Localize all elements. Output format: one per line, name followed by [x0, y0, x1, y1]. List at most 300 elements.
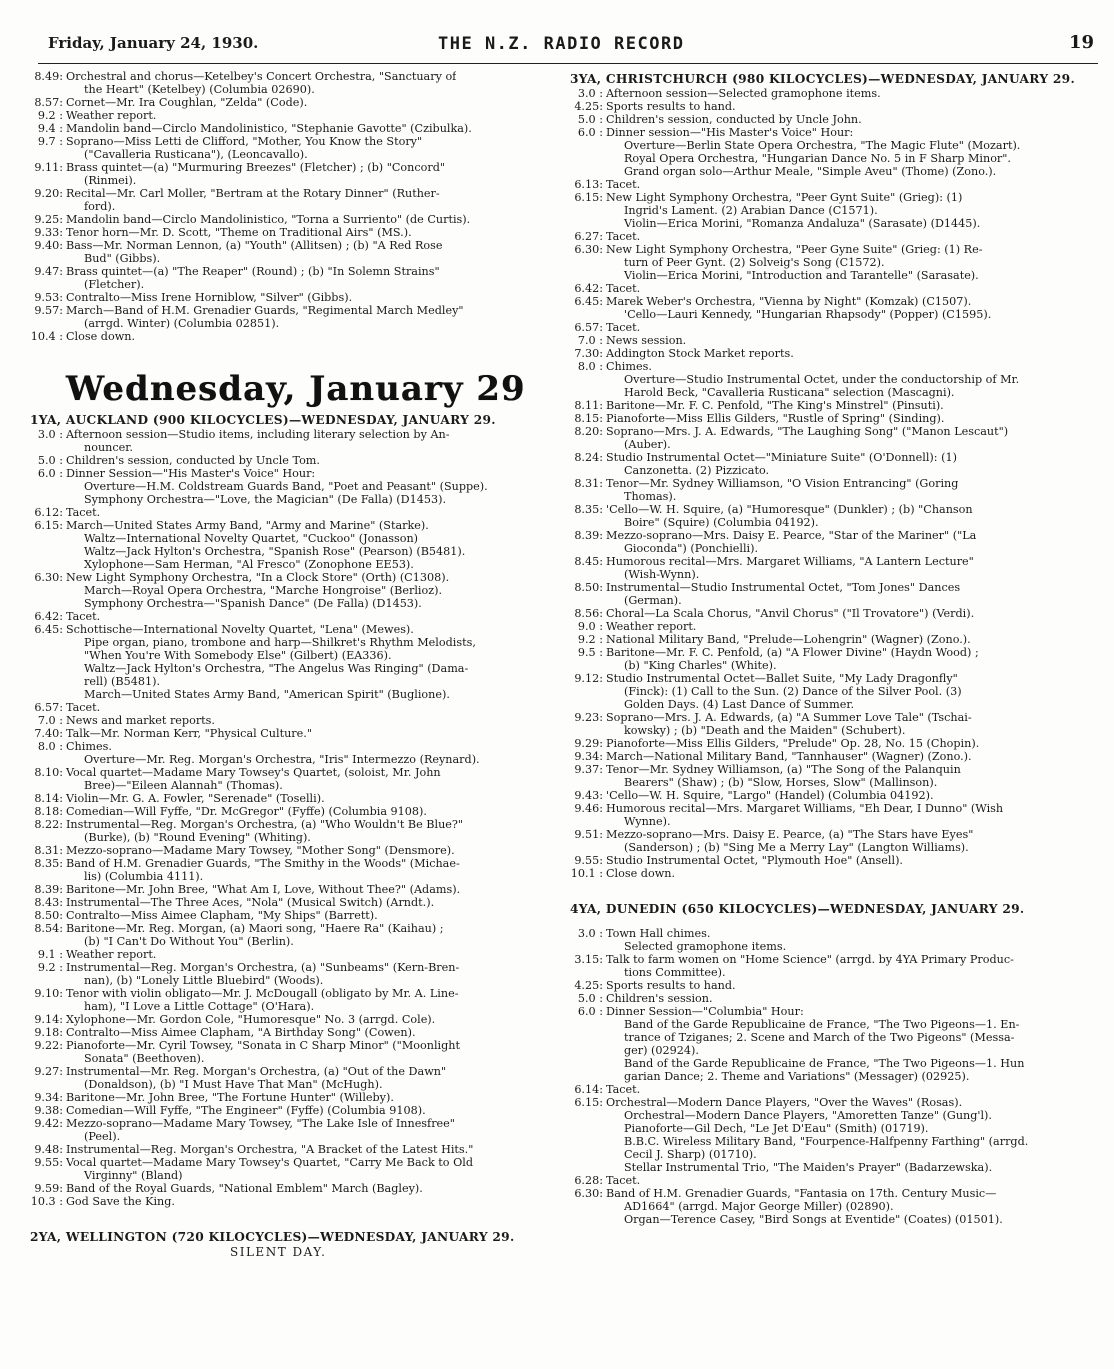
- program-entry: [570, 451, 1088, 464]
- entry-time: 6.45:: [574, 295, 603, 308]
- entry-text: Soprano—Miss Letti de Clifford, "Mother, You Know the Story": [66, 135, 423, 148]
- entry-time: 9.42:: [34, 1117, 63, 1130]
- entry-text: New Light Symphony Orchestra, "Peer Gynt Suite" (Grieg): (1): [606, 191, 963, 204]
- entry-text: Selected gramophone items.: [624, 940, 787, 953]
- entry-text: Xylophone—Mr. Gordon Cole, "Humoresque" No. 3 (arrgd. Cole).: [66, 1013, 436, 1026]
- entry-text: garian Dance; 2. Theme and Variations" (Messager) (02925).: [624, 1070, 970, 1083]
- entry-time: [30, 974, 66, 987]
- program-continuation: [30, 662, 550, 675]
- entry-time: [30, 317, 66, 330]
- entry-time: [570, 269, 606, 282]
- entry-time: [570, 516, 606, 529]
- entry-time: [30, 480, 66, 493]
- entry-text: Band of H.M. Grenadier Guards, "The Smithy in the Woods" (Michae-: [66, 857, 460, 870]
- entry-text: Tacet.: [66, 610, 101, 623]
- entry-time: 3.0 :: [37, 428, 63, 441]
- entry-text: rell) (B5481).: [84, 675, 161, 688]
- program-entry: [570, 828, 1088, 841]
- entry-time: [570, 659, 606, 672]
- program-entry: [30, 161, 550, 174]
- program-continuation: [30, 174, 550, 187]
- entry-time: [30, 753, 66, 766]
- entry-text: Boire" (Squire) (Columbia 04192).: [624, 516, 819, 529]
- program-continuation: [30, 753, 550, 766]
- entry-time: [30, 1130, 66, 1143]
- entry-text: Mezzo-soprano—Mrs. Daisy E. Pearce, "Star of the Mariner" ("La: [606, 529, 977, 542]
- entry-time: [30, 597, 66, 610]
- program-continuation: [570, 841, 1088, 854]
- entry-text: (arrgd. Winter) (Columbia 02851).: [84, 317, 280, 330]
- program-entry: [570, 477, 1088, 490]
- entry-text: Gioconda") (Ponchielli).: [624, 542, 759, 555]
- entry-time: [570, 685, 606, 698]
- entry-time: 3.15:: [574, 953, 603, 966]
- program-continuation: [570, 568, 1088, 581]
- program-entry: [30, 1065, 550, 1078]
- entry-time: 9.29:: [574, 737, 603, 750]
- entry-text: Dinner Session—"His Master's Voice" Hour:: [66, 467, 316, 480]
- program-entry: [570, 230, 1088, 243]
- entry-time: [570, 438, 606, 451]
- entry-text: Tenor with violin obligato—Mr. J. McDougall (obligato by Mr. A. Line-: [66, 987, 459, 1000]
- entry-time: [30, 278, 66, 291]
- entry-text: Children's session.: [606, 992, 713, 1005]
- program-entry: [570, 1174, 1088, 1187]
- program-continuation: [570, 152, 1088, 165]
- program-continuation: [570, 1148, 1088, 1161]
- entry-text: Orchestral and chorus—Ketelbey's Concert Orchestra, "Sanctuary of: [66, 70, 457, 83]
- entry-text: March—Band of H.M. Grenadier Guards, "Regimental March Medley": [66, 304, 464, 317]
- station-heading: 2YA, WELLINGTON (720 KILOCYCLES)—WEDNESDAY, JANUARY 29.: [30, 1230, 515, 1244]
- station-heading: 1YA, AUCKLAND (900 KILOCYCLES)—WEDNESDAY, JANUARY 29.: [30, 413, 496, 427]
- entry-text: Grand organ solo—Arthur Meale, "Simple Aveu" (Thome) (Zono.).: [624, 165, 997, 178]
- program-entry: [30, 948, 550, 961]
- program-entry: [570, 1083, 1088, 1096]
- program-continuation: [30, 278, 550, 291]
- entry-time: 8.31:: [34, 844, 63, 857]
- entry-time: 9.5 :: [577, 646, 603, 659]
- entry-time: [570, 1135, 606, 1148]
- program-entry: [570, 581, 1088, 594]
- program-entry: [570, 633, 1088, 646]
- program-continuation: [30, 636, 550, 649]
- program-continuation: [30, 441, 550, 454]
- program-continuation: [570, 217, 1088, 230]
- program-continuation: [570, 1122, 1088, 1135]
- program-entry: [30, 805, 550, 818]
- entry-time: 8.0 :: [37, 740, 63, 753]
- entry-time: [570, 940, 606, 953]
- program-continuation: [30, 200, 550, 213]
- program-continuation: [570, 1161, 1088, 1174]
- entry-text: Comedian—Will Fyffe, "Dr. McGregor" (Fyffe) (Columbia 9108).: [66, 805, 427, 818]
- entry-time: 6.30:: [34, 571, 63, 584]
- entry-text: Bearers" (Shaw) ; (b) "Slow, Horses, Slow" (Mallinson).: [624, 776, 938, 789]
- entry-time: 8.14:: [34, 792, 63, 805]
- entry-text: Brass quintet—(a) "Murmuring Breezes" (Fletcher) ; (b) "Concord": [66, 161, 446, 174]
- program-entry: [570, 100, 1088, 113]
- program-entry: [30, 96, 550, 109]
- entry-time: 6.0 :: [577, 126, 603, 139]
- entry-time: 9.40:: [34, 239, 63, 252]
- entry-text: Afternoon session—Selected gramophone items.: [606, 87, 881, 100]
- entry-text: (Rinmei).: [84, 174, 137, 187]
- entry-text: Instrumental—Mr. Reg. Morgan's Orchestra, (a) "Out of the Dawn": [66, 1065, 447, 1078]
- entry-text: the Heart" (Ketelbey) (Columbia 02690).: [84, 83, 315, 96]
- program-entry: [570, 178, 1088, 191]
- entry-time: [570, 776, 606, 789]
- program-entry: [30, 571, 550, 584]
- program-entry: [570, 282, 1088, 295]
- entry-text: Band of the Garde Republicaine de France, "The Two Pigeons—1. En-: [624, 1018, 1020, 1031]
- program-entry: [570, 191, 1088, 204]
- entry-time: 6.30:: [574, 243, 603, 256]
- entry-time: 9.27:: [34, 1065, 63, 1078]
- program-continuation: [30, 252, 550, 265]
- entry-text: Band of H.M. Grenadier Guards, "Fantasia on 17th. Century Music—: [606, 1187, 997, 1200]
- entry-time: 9.2 :: [37, 109, 63, 122]
- program-entry: [30, 1156, 550, 1169]
- entry-text: Humorous recital—Mrs. Margaret Williams, "Eh Dear, I Dunno" (Wish: [606, 802, 1004, 815]
- entry-text: News and market reports.: [66, 714, 215, 727]
- program-continuation: [570, 659, 1088, 672]
- entry-text: kowsky) ; (b) "Death and the Maiden" (Schubert).: [624, 724, 906, 737]
- entry-text: Instrumental—Reg. Morgan's Orchestra, (a) "Sunbeams" (Kern-Bren-: [66, 961, 460, 974]
- entry-text: Brass quintet—(a) "The Reaper" (Round) ; (b) "In Solemn Strains": [66, 265, 440, 278]
- entry-time: 8.49:: [34, 70, 63, 83]
- entry-text: March—Royal Opera Orchestra, "Marche Hongroise" (Berlioz).: [84, 584, 443, 597]
- program-continuation: [570, 308, 1088, 321]
- entry-time: [570, 490, 606, 503]
- entry-text: Instrumental—The Three Aces, "Nola" (Musical Switch) (Arndt.).: [66, 896, 435, 909]
- program-entry: [570, 607, 1088, 620]
- program-continuation: [570, 204, 1088, 217]
- entry-time: 8.57:: [34, 96, 63, 109]
- program-continuation: [30, 148, 550, 161]
- entry-text: Bud" (Gibbs).: [84, 252, 161, 265]
- program-continuation: [570, 724, 1088, 737]
- program-entry: [30, 714, 550, 727]
- program-entry: [30, 844, 550, 857]
- entry-time: [570, 1200, 606, 1213]
- entry-text: Children's session, conducted by Uncle John.: [606, 113, 862, 126]
- entry-time: 9.48:: [34, 1143, 63, 1156]
- program-entry: [570, 334, 1088, 347]
- program-entry: [570, 87, 1088, 100]
- program-continuation: [570, 698, 1088, 711]
- entry-text: New Light Symphony Orchestra, "Peer Gyne Suite" (Grieg: (1) Re-: [606, 243, 983, 256]
- entry-text: Dinner session—"His Master's Voice" Hour:: [606, 126, 854, 139]
- entry-time: 7.30:: [574, 347, 603, 360]
- program-continuation: [570, 490, 1088, 503]
- entry-time: 9.23:: [574, 711, 603, 724]
- entry-text: (German).: [624, 594, 682, 607]
- program-entry: [570, 979, 1088, 992]
- entry-time: 9.34:: [574, 750, 603, 763]
- program-entry: [30, 265, 550, 278]
- program-entry: [30, 818, 550, 831]
- entry-time: [30, 636, 66, 649]
- entry-time: [30, 831, 66, 844]
- entry-time: 6.15:: [574, 191, 603, 204]
- entry-text: 'Cello—W. H. Squire, (a) "Humoresque" (Dunkler) ; (b) "Chanson: [606, 503, 973, 516]
- entry-time: [30, 558, 66, 571]
- entry-time: 8.0 :: [577, 360, 603, 373]
- program-entry: [570, 953, 1088, 966]
- entry-text: nouncer.: [84, 441, 133, 454]
- entry-text: Tacet.: [606, 1083, 641, 1096]
- entry-text: Baritone—Mr. John Bree, "What Am I, Love, Without Thee?" (Adams).: [66, 883, 461, 896]
- entry-text: Town Hall chimes.: [606, 927, 711, 940]
- entry-time: [570, 1109, 606, 1122]
- program-continuation: [30, 317, 550, 330]
- station-heading: 3YA, CHRISTCHURCH (980 KILOCYCLES)—WEDNESDAY, JANUARY 29.: [570, 72, 1075, 86]
- entry-time: 9.20:: [34, 187, 63, 200]
- program-entry: [570, 113, 1088, 126]
- entry-text: Bass—Mr. Norman Lennon, (a) "Youth" (Allitsen) ; (b) "A Red Rose: [66, 239, 443, 252]
- program-entry: [570, 425, 1088, 438]
- entry-text: Tacet.: [606, 178, 641, 191]
- entry-text: Studio Instrumental Octet, "Plymouth Hoe" (Ansell).: [606, 854, 903, 867]
- program-continuation: [570, 165, 1088, 178]
- spacer: [30, 343, 550, 363]
- entry-time: 8.20:: [574, 425, 603, 438]
- program-continuation: [570, 1109, 1088, 1122]
- program-continuation: [30, 545, 550, 558]
- entry-time: 9.38:: [34, 1104, 63, 1117]
- program-entry: [570, 1187, 1088, 1200]
- entry-time: [30, 174, 66, 187]
- entry-time: [570, 841, 606, 854]
- entry-text: Baritone—Mr. John Bree, "The Fortune Hunter" (Willeby).: [66, 1091, 394, 1104]
- program-entry: [570, 321, 1088, 334]
- entry-text: Instrumental—Studio Instrumental Octet, "Tom Jones" Dances: [606, 581, 961, 594]
- entry-text: Symphony Orchestra—"Spanish Dance" (De Falla) (D1453).: [84, 597, 422, 610]
- entry-text: Sports results to hand.: [606, 979, 736, 992]
- entry-text: Waltz—Jack Hylton's Orchestra, "The Angelus Was Ringing" (Dama-: [84, 662, 469, 675]
- program-entry: [30, 187, 550, 200]
- entry-text: Sports results to hand.: [606, 100, 736, 113]
- entry-text: Close down.: [66, 330, 136, 343]
- entry-text: Mezzo-soprano—Madame Mary Towsey, "Mother Song" (Densmore).: [66, 844, 455, 857]
- program-continuation: [570, 542, 1088, 555]
- entry-text: ("Cavalleria Rusticana"), (Leoncavallo).: [84, 148, 308, 161]
- program-continuation: [30, 584, 550, 597]
- entry-text: National Military Band, "Prelude—Lohengrin" (Wagner) (Zono.).: [606, 633, 971, 646]
- entry-text: Mandolin band—Circlo Mandolinistico, "Torna a Surriento" (de Curtis).: [66, 213, 471, 226]
- entry-time: 6.42:: [34, 610, 63, 623]
- entry-time: [30, 545, 66, 558]
- program-entry: [30, 610, 550, 623]
- entry-time: [30, 662, 66, 675]
- station-heading: 4YA, DUNEDIN (650 KILOCYCLES)—WEDNESDAY, JANUARY 29.: [570, 902, 1025, 916]
- entry-text: Tacet.: [606, 282, 641, 295]
- program-continuation: [30, 1000, 550, 1013]
- program-entry: [570, 347, 1088, 360]
- entry-text: Overture—Berlin State Opera Orchestra, "The Magic Flute" (Mozart).: [624, 139, 1021, 152]
- entry-time: [570, 724, 606, 737]
- entry-time: [30, 1169, 66, 1182]
- entry-time: 8.39:: [34, 883, 63, 896]
- program-entry: [30, 766, 550, 779]
- entry-text: "When You're With Somebody Else" (Gilbert) (EA336).: [84, 649, 392, 662]
- program-entry: [570, 399, 1088, 412]
- program-entry: [30, 122, 550, 135]
- entry-time: 8.24:: [574, 451, 603, 464]
- entry-time: 6.42:: [574, 282, 603, 295]
- entry-time: 10.3 :: [30, 1195, 63, 1208]
- entry-text: ger) (02924).: [624, 1044, 699, 1057]
- program-entry: [30, 987, 550, 1000]
- program-entry: [30, 519, 550, 532]
- entry-text: lis) (Columbia 4111).: [84, 870, 204, 883]
- entry-time: 8.35:: [574, 503, 603, 516]
- entry-text: Comedian—Will Fyffe, "The Engineer" (Fyffe) (Columbia 9108).: [66, 1104, 426, 1117]
- entry-time: 6.57:: [34, 701, 63, 714]
- entry-time: 9.18:: [34, 1026, 63, 1039]
- program-continuation: [30, 935, 550, 948]
- entry-text: Humorous recital—Mrs. Margaret Williams, "A Lantern Lecture": [606, 555, 974, 568]
- entry-time: [570, 1213, 606, 1226]
- entry-time: 9.59:: [34, 1182, 63, 1195]
- program-entry: [570, 555, 1088, 568]
- program-continuation: [570, 1044, 1088, 1057]
- entry-time: [30, 584, 66, 597]
- entry-text: Orchestral—Modern Dance Players, "Amoretten Tanze" (Gung'l).: [624, 1109, 992, 1122]
- program-entry: [30, 922, 550, 935]
- entry-text: 'Cello—Lauri Kennedy, "Hungarian Rhapsody" (Popper) (C1595).: [624, 308, 992, 321]
- entry-text: Soprano—Mrs. J. A. Edwards, "The Laughing Song" ("Manon Lescaut"): [606, 425, 1009, 438]
- entry-time: 9.43:: [574, 789, 603, 802]
- entry-text: Choral—La Scala Chorus, "Anvil Chorus" ("Il Trovatore") (Verdi).: [606, 607, 975, 620]
- program-entry: [30, 961, 550, 974]
- entry-text: Stellar Instrumental Trio, "The Maiden's Prayer" (Badarzewska).: [624, 1161, 993, 1174]
- entry-time: 4.25:: [574, 979, 603, 992]
- entry-text: Tacet.: [66, 506, 101, 519]
- program-entry: [30, 1195, 550, 1208]
- program-continuation: [30, 675, 550, 688]
- program-continuation: [30, 870, 550, 883]
- entry-text: Tacet.: [606, 321, 641, 334]
- program-continuation: [570, 940, 1088, 953]
- program-continuation: [30, 532, 550, 545]
- entry-time: 6.27:: [574, 230, 603, 243]
- entry-text: Band of the Garde Republicaine de France, "The Two Pigeons—1. Hun: [624, 1057, 1025, 1070]
- entry-text: March—National Military Band, "Tannhauser" (Wagner) (Zono.).: [606, 750, 972, 763]
- entry-time: 5.0 :: [577, 113, 603, 126]
- entry-time: [30, 870, 66, 883]
- program-continuation: [570, 685, 1088, 698]
- entry-time: [570, 1070, 606, 1083]
- entry-text: Weather report.: [66, 948, 157, 961]
- entry-time: [30, 148, 66, 161]
- program-entry: [570, 802, 1088, 815]
- program-entry: [30, 701, 550, 714]
- entry-time: [30, 688, 66, 701]
- entry-time: 6.0 :: [37, 467, 63, 480]
- entry-time: [570, 1031, 606, 1044]
- entry-text: Talk—Mr. Norman Kerr, "Physical Culture.": [66, 727, 312, 740]
- header-date: Friday, January 24, 1930.: [48, 34, 259, 52]
- entry-text: Tenor horn—Mr. D. Scott, "Theme on Traditional Airs" (MS.).: [66, 226, 412, 239]
- entry-text: turn of Peer Gynt. (2) Solveig's Song (C1572).: [624, 256, 885, 269]
- program-entry: [570, 789, 1088, 802]
- program-continuation: [570, 438, 1088, 451]
- entry-time: [570, 1018, 606, 1031]
- entry-text: Tacet.: [606, 1174, 641, 1187]
- program-entry: [30, 506, 550, 519]
- entry-time: 7.0 :: [37, 714, 63, 727]
- entry-time: [570, 542, 606, 555]
- entry-time: 8.54:: [34, 922, 63, 935]
- entry-time: [570, 815, 606, 828]
- entry-time: 9.53:: [34, 291, 63, 304]
- spacer: [30, 1208, 550, 1228]
- program-continuation: [30, 493, 550, 506]
- entry-time: [570, 464, 606, 477]
- program-entry: [570, 992, 1088, 1005]
- program-continuation: [30, 974, 550, 987]
- entry-text: Cornet—Mr. Ira Coughlan, "Zelda" (Code).: [66, 96, 308, 109]
- entry-text: 'Cello—W. H. Squire, "Largo" (Handel) (Columbia 04192).: [606, 789, 934, 802]
- entry-text: Ingrid's Lament. (2) Arabian Dance (C1571).: [624, 204, 878, 217]
- entry-text: Cecil J. Sharp) (01710).: [624, 1148, 757, 1161]
- entry-text: Pianoforte—Miss Ellis Gilders, "Prelude" Op. 28, No. 15 (Chopin).: [606, 737, 980, 750]
- program-continuation: [570, 256, 1088, 269]
- program-continuation: [30, 1130, 550, 1143]
- entry-time: [570, 217, 606, 230]
- program-entry: [30, 896, 550, 909]
- entry-text: Band of the Royal Guards, "National Emblem" March (Bagley).: [66, 1182, 423, 1195]
- entry-time: 9.55:: [34, 1156, 63, 1169]
- entry-time: [570, 966, 606, 979]
- entry-text: News session.: [606, 334, 687, 347]
- program-continuation: [570, 776, 1088, 789]
- entry-time: [570, 1122, 606, 1135]
- entry-time: [30, 649, 66, 662]
- entry-time: 9.14:: [34, 1013, 63, 1026]
- entry-text: Vocal quartet—Madame Mary Towsey's Quartet, "Carry Me Back to Old: [66, 1156, 473, 1169]
- entry-text: Dinner Session—"Columbia" Hour:: [606, 1005, 804, 1018]
- entry-time: 3.0 :: [577, 87, 603, 100]
- entry-text: (Burke), (b) "Round Evening" (Whiting).: [84, 831, 311, 844]
- entry-text: Baritone—Mr. F. C. Penfold, "The King's Minstrel" (Pinsuti).: [606, 399, 944, 412]
- entry-time: [30, 779, 66, 792]
- program-continuation: [570, 594, 1088, 607]
- program-entry: [570, 503, 1088, 516]
- entry-time: 8.43:: [34, 896, 63, 909]
- entry-text: Royal Opera Orchestra, "Hungarian Dance No. 5 in F Sharp Minor".: [624, 152, 1011, 165]
- program-entry: [570, 672, 1088, 685]
- entry-text: Tenor—Mr. Sydney Williamson, "O Vision Entrancing" (Goring: [606, 477, 959, 490]
- silent-day-note: SILENT DAY.: [230, 1245, 327, 1259]
- entry-text: Weather report.: [606, 620, 697, 633]
- program-entry: [570, 711, 1088, 724]
- entry-text: Talk to farm women on "Home Science" (arrgd. by 4YA Primary Produc-: [606, 953, 1014, 966]
- entry-text: Studio Instrumental Octet—Ballet Suite, "My Lady Dragonfly": [606, 672, 958, 685]
- entry-text: AD1664" (arrgd. Major George Miller) (02890).: [624, 1200, 894, 1213]
- entry-text: March—United States Army Band, "Army and Marine" (Starke).: [66, 519, 429, 532]
- program-entry: [30, 239, 550, 252]
- entry-text: Soprano—Mrs. J. A. Edwards, (a) "A Summer Love Tale" (Tschai-: [606, 711, 972, 724]
- spacer: [570, 880, 1088, 900]
- entry-time: 9.47:: [34, 265, 63, 278]
- program-continuation: [570, 1213, 1088, 1226]
- entry-time: [30, 532, 66, 545]
- entry-text: Overture—Studio Instrumental Octet, under the conductorship of Mr.: [624, 373, 1020, 386]
- program-entry: [570, 360, 1088, 373]
- entry-text: (Donaldson), (b) "I Must Have That Man" (McHugh).: [84, 1078, 383, 1091]
